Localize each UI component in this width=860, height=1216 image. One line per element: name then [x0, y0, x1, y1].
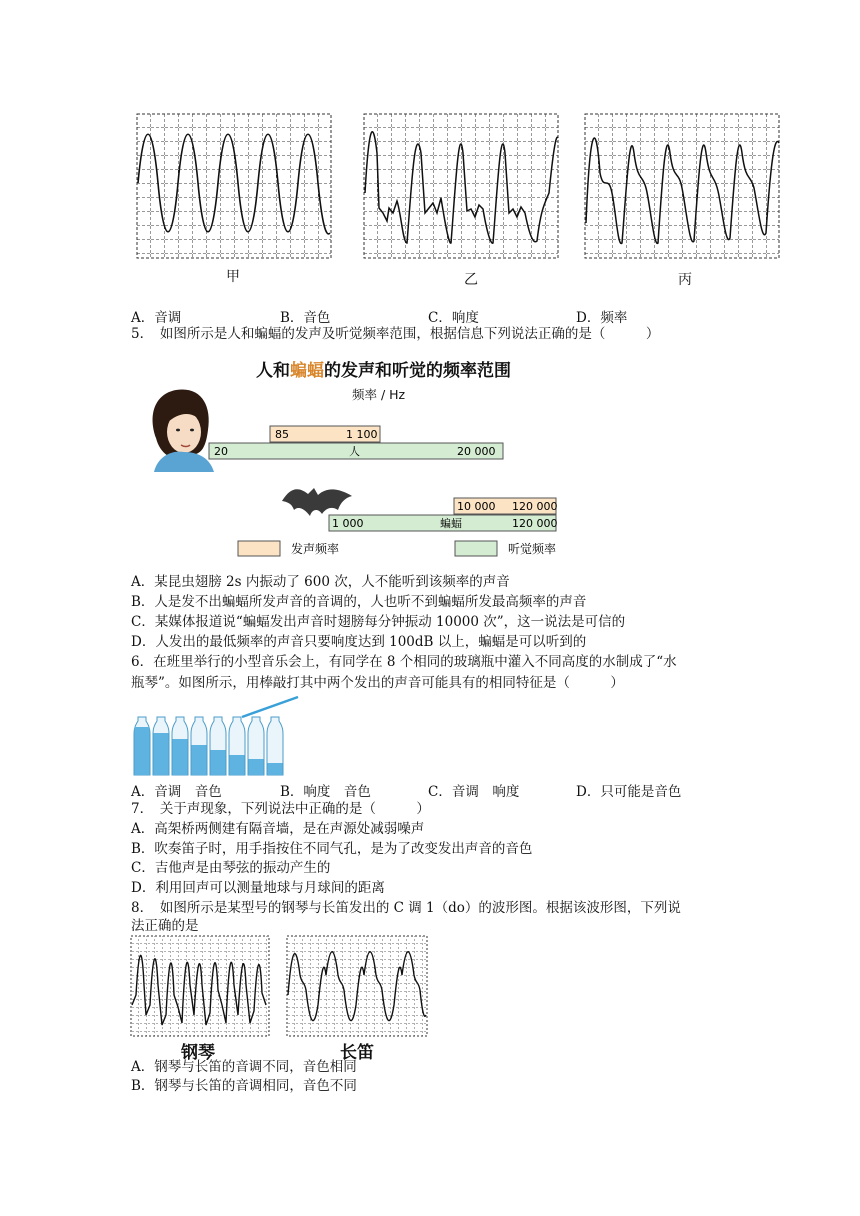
wave-figure-yi [363, 113, 559, 263]
figure-title: 人和蝙蝠的发声和听觉的频率范围 [256, 361, 511, 381]
bat-label: 蝙蝠 [440, 517, 462, 530]
q6-option-c[interactable]: C．音调 响度 [428, 784, 520, 800]
wave-label-yi: 乙 [464, 272, 478, 288]
wave-figure-jia [136, 113, 332, 263]
q5-stem: 5． 如图所示是人和蝙蝠的发声及听觉频率范围，根据信息下列说法正确的是（ ） [131, 326, 660, 342]
q7-option-c[interactable]: C．吉他声是由琴弦的振动产生的 [131, 860, 331, 876]
q7-option-a[interactable]: A．高架桥两侧建有隔音墙，是在声源处减弱噪声 [131, 821, 425, 837]
wave-label-flute: 长笛 [340, 1043, 374, 1063]
q4-option-b[interactable]: B．音色 [280, 310, 331, 326]
person-illustration [153, 389, 214, 472]
q7-option-b[interactable]: B．吹奏笛子时，用手指按住不同气孔，是为了改变发出声音的音色 [131, 841, 533, 857]
wave-figure-piano [130, 935, 270, 1041]
wave-label-jia: 甲 [226, 269, 240, 285]
legend-hearing-swatch [455, 541, 497, 556]
q8-option-a[interactable]: A．钢琴与长笛的音调不同，音色相同 [131, 1059, 357, 1075]
frequency-unit: 频率 / Hz [352, 387, 406, 402]
q6-stem-line2: 瓶琴”。如图所示，用棒敲打其中两个发出的声音可能具有的相同特征是（ ） [131, 675, 624, 691]
q6-stem-line1: 6．在班里举行的小型音乐会上，有同学在 8 个相同的玻璃瓶中灌入不同高度的水制成了“水 [131, 654, 677, 670]
q5-option-c[interactable]: C．某媒体报道说“蝙蝠发出声音时翅膀每分钟振动 10000 次”，这一说法是可信的 [131, 614, 626, 630]
q6-option-a[interactable]: A．音调 音色 [131, 784, 222, 800]
human-label: 人 [349, 445, 360, 458]
q4-option-d[interactable]: D．频率 [576, 310, 628, 326]
bat-hearing-low: 1 000 [332, 517, 364, 530]
q5-option-d[interactable]: D．人发出的最低频率的声音只要响度达到 100dB 以上，蝙蝠是可以听到的 [131, 634, 587, 650]
wave-figure-bing [584, 113, 780, 263]
bat-hearing-high: 120 000 [512, 517, 558, 530]
q7-option-d[interactable]: D．利用回声可以测量地球与月球间的距离 [131, 880, 385, 896]
q5-option-a[interactable]: A．某昆虫翅膀 2s 内振动了 600 次，人不能听到该频率的声音 [131, 574, 510, 590]
frequency-range-figure [148, 346, 572, 568]
wave-figure-flute [286, 935, 428, 1041]
q8-option-b[interactable]: B．钢琴与长笛的音调相同，音色不同 [131, 1078, 357, 1094]
water-bottles-figure [130, 695, 302, 781]
bat-voice-high: 120 000 [512, 500, 558, 513]
human-hearing-low: 20 [214, 445, 228, 458]
q8-stem-line1: 8． 如图所示是某型号的钢琴与长笛发出的 C 调 1（do）的波形图。根据该波形图，下列说 [131, 900, 681, 916]
wave-label-piano: 钢琴 [181, 1043, 215, 1063]
human-voice-low: 85 [275, 428, 289, 441]
q6-option-d[interactable]: D．只可能是音色 [576, 784, 682, 800]
wave-label-bing: 丙 [678, 272, 692, 288]
q6-option-b[interactable]: B．响度 音色 [280, 784, 371, 800]
q5-option-b[interactable]: B．人是发不出蝙蝠所发声音的音调的，人也听不到蝙蝠所发最高频率的声音 [131, 594, 587, 610]
q7-stem: 7． 关于声现象，下列说法中正确的是（ ） [131, 801, 430, 817]
legend-voice-label: 发声频率 [291, 542, 340, 556]
q4-option-c[interactable]: C．响度 [428, 310, 479, 326]
q8-stem-line2: 法正确的是 [131, 918, 199, 934]
bat-voice-low: 10 000 [457, 500, 496, 513]
legend-voice-swatch [238, 541, 280, 556]
bat-illustration [282, 488, 352, 516]
human-voice-high: 1 100 [346, 428, 378, 441]
q4-option-a[interactable]: A．音调 [131, 310, 182, 326]
legend-hearing-label: 听觉频率 [508, 542, 557, 556]
human-hearing-high: 20 000 [457, 445, 496, 458]
